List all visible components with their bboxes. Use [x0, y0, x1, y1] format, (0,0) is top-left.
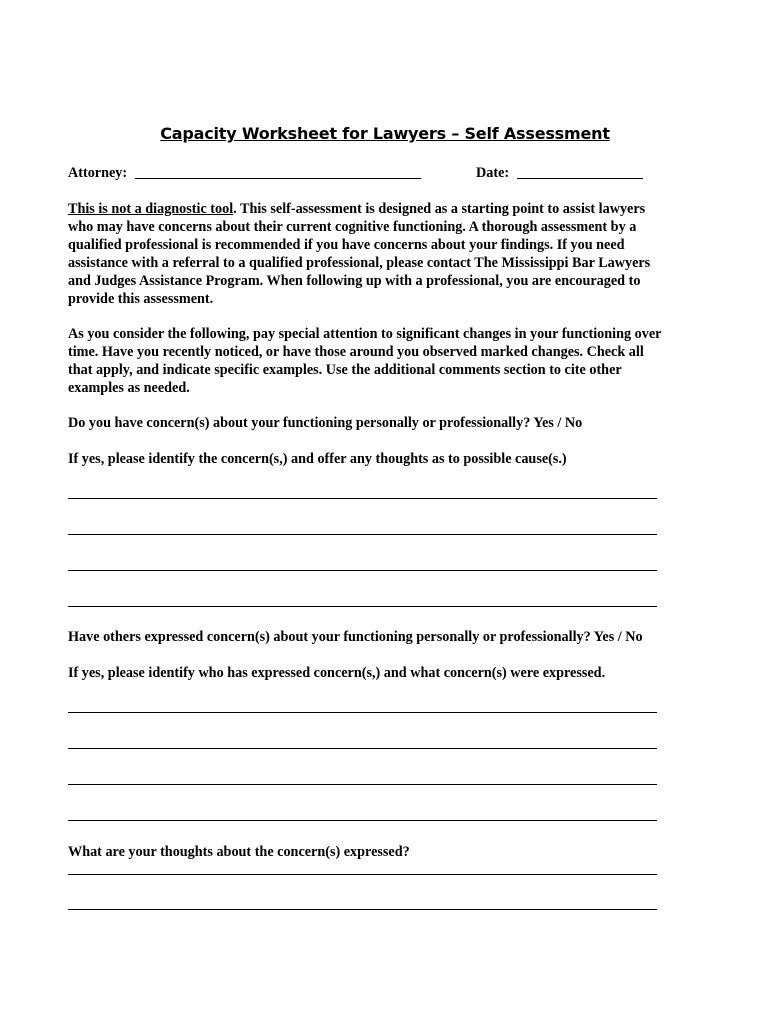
answer-line[interactable] [68, 874, 657, 875]
instructions-paragraph [68, 325, 708, 397]
attorney-row [68, 164, 421, 182]
answer-line[interactable] [68, 534, 657, 535]
disclaimer-line [68, 200, 708, 218]
instructions-line: that apply, and indicate specific examples. Use the additional comments section to cite other [68, 362, 622, 378]
answer-line[interactable] [68, 606, 657, 607]
question-2: Have others expressed concern(s) about your functioning personally or professionally? Yes / No [68, 629, 643, 645]
date-label: Date: [476, 165, 510, 181]
question-2-followup: If yes, please identify who has expressed concern(s,) and what concern(s) were expressed. [68, 665, 606, 681]
answer-line[interactable] [68, 909, 657, 910]
instructions-line: As you consider the following, pay special attention to significant changes in your functioning over [68, 326, 662, 342]
answer-line[interactable] [68, 784, 657, 785]
question-1: Do you have concern(s) about your functioning personally or professionally? Yes / No [68, 415, 583, 431]
disclaimer-line: assistance with a referral to a qualified professional, please contact The Mississippi Bar Lawyers [68, 255, 651, 271]
disclaimer-line: provide this assessment. [68, 291, 214, 307]
disclaimer-line-1-rest: . This self-assessment is designed as a starting point to assist lawyers [233, 201, 646, 217]
answer-line[interactable] [68, 712, 657, 713]
date-field[interactable] [517, 164, 643, 179]
attorney-label: Attorney: [68, 165, 128, 181]
date-row [476, 164, 643, 182]
instructions-line: time. Have you recently noticed, or have those around you observed marked changes. Check all [68, 344, 644, 360]
answer-line[interactable] [68, 748, 657, 749]
disclaimer-line: qualified professional is recommended if you have concerns about your findings. If you need [68, 237, 625, 253]
answer-line[interactable] [68, 498, 657, 499]
question-1-followup: If yes, please identify the concern(s,) and offer any thoughts as to possible cause(s.) [68, 451, 567, 467]
disclaimer-paragraph [68, 200, 708, 308]
page-title: Capacity Worksheet for Lawyers – Self Assessment [160, 124, 610, 143]
answer-line[interactable] [68, 570, 657, 571]
attorney-field[interactable] [135, 164, 421, 179]
disclaimer-lead: This is not a diagnostic tool [68, 201, 234, 217]
disclaimer-line: and Judges Assistance Program. When following up with a professional, you are encouraged to [68, 273, 641, 289]
question-3: What are your thoughts about the concern(s) expressed? [68, 844, 410, 860]
answer-line[interactable] [68, 820, 657, 821]
disclaimer-line: who may have concerns about their current cognitive functioning. A thorough assessment by a [68, 219, 637, 235]
instructions-line: examples as needed. [68, 380, 190, 396]
